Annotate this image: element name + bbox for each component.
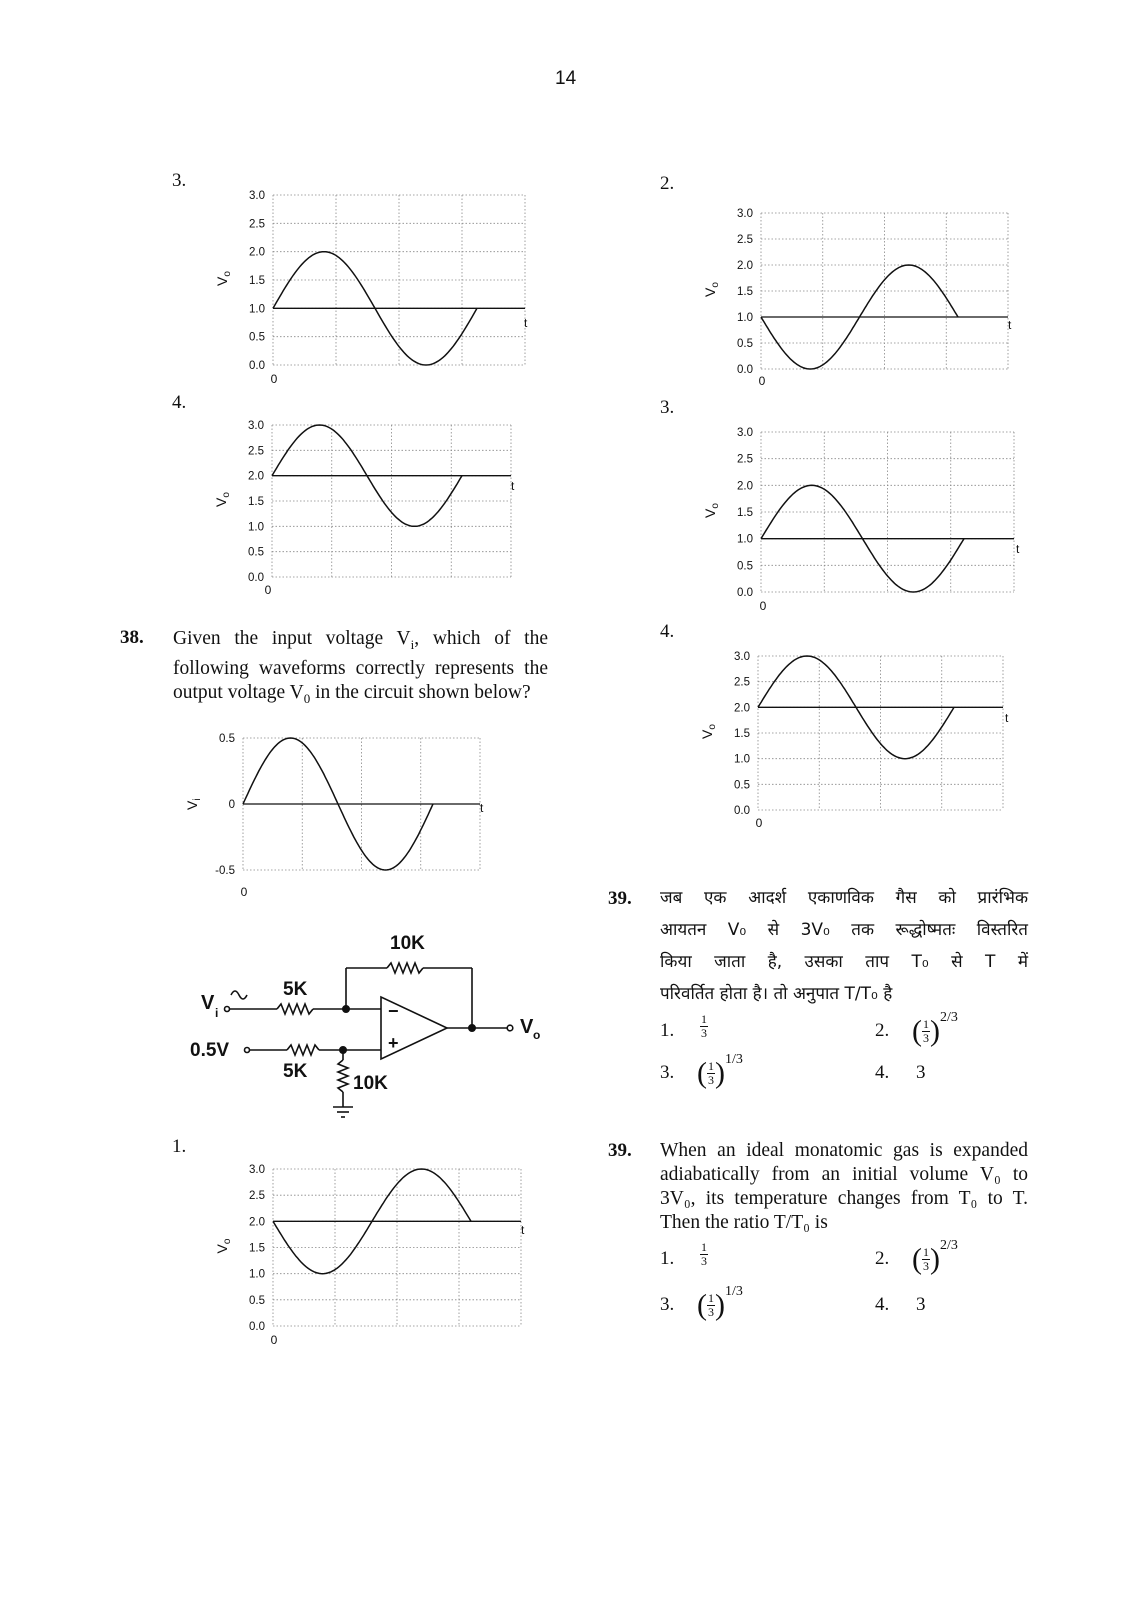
y-tick-label: 2.0 [248,470,264,483]
q38-option-1-label: 1. [172,1136,187,1157]
y-tick-label: 2.0 [737,480,753,493]
q39-hindi-opt3-value: ( $\frac{1}{3}$ )1/3 [697,1052,743,1090]
y-axis-label: $V_o$ [699,724,718,739]
ground-resistor-label: 10K [353,1073,388,1094]
y-tick-label: 2.5 [734,676,750,689]
resistor-10k-ground [338,1060,348,1092]
q39-english-opt4-value: 3 [916,1294,926,1315]
x-axis-label: t [511,479,515,493]
y-tick-label: 0.0 [248,572,264,584]
y-tick-label: 3.0 [249,1164,265,1176]
y-tick-label: 0 [228,799,235,811]
origin-label: 0 [270,1333,278,1347]
y-axis-label-sub: i [192,798,203,801]
y-tick-label: 1.5 [249,275,265,287]
y-tick-label: 2.5 [249,218,265,231]
y-axis-label-sub: o [710,503,721,509]
resistor-10k-feedback [387,963,423,973]
prev-option-4-chart [200,408,540,608]
y-tick-label: 1.0 [737,312,753,324]
x-axis-label: t [1005,711,1009,725]
vo-terminal [507,1025,513,1031]
input-voltage-chart [175,720,495,910]
q39-english-opt4-label: 4. [875,1294,890,1315]
q39-hindi-opt1-label: 1. [660,1020,675,1041]
y-tick-label: 1.5 [737,286,753,298]
y-tick-label: 0.0 [249,360,265,372]
prev-option-3-label: 3. [172,170,187,191]
y-tick-label: 0.5 [248,546,264,559]
y-tick-label: 2.5 [248,445,264,458]
q38-option-4-label: 4. [660,621,675,642]
y-axis-label: $V_o$ [214,1238,233,1254]
q38-option-3-chart [688,417,1028,617]
q39-hindi-opt4-value: 3 [916,1062,926,1083]
y-tick-label: 0.0 [737,364,753,376]
ac-source-icon [231,991,247,999]
q39-hindi-opt1-value: $\frac{1}{3}$ [701,1012,707,1040]
vo-label-sub: o [533,1028,541,1042]
prev-option-3-chart [200,185,540,400]
x-axis-label: t [1008,318,1012,332]
y-tick-label: 1.5 [248,496,264,508]
y-tick-label: 1.5 [249,1242,265,1255]
q38-text: Given the input voltage $V_i$, which of the following waveforms correctly represents the output voltage $V_0$ in the circuit shown below? [173,628,548,706]
y-tick-label: 0.0 [734,805,750,817]
y-tick-label: 2.5 [737,234,753,246]
ref-resistor-label: 5K [283,1061,308,1082]
vi-label-sub: i [215,1006,219,1020]
resistor-5k-top [277,1004,313,1014]
x-axis-label: t [524,316,528,330]
feedback-resistor-label: 10K [390,933,425,954]
origin-label: 0 [270,372,278,386]
q39-hindi-opt2-label: 2. [875,1020,890,1041]
page-number: 14 [555,68,577,89]
q39-hindi-opt4-label: 4. [875,1062,890,1083]
y-axis-label: $V_i$ [184,798,203,810]
y-axis-label-sub: o [222,271,233,277]
y-tick-label: 0.5 [737,338,753,350]
q38-option-2-label: 2. [660,173,675,194]
origin-label: 0 [240,885,248,899]
q38-option-1-chart [200,1152,540,1352]
y-tick-label: 3.0 [737,208,753,220]
y-tick-label: 2.5 [737,453,753,466]
junction-output [469,1025,475,1031]
y-tick-label: 2.0 [737,260,753,272]
q39-hindi-number: 39. [608,888,632,909]
origin-label: 0 [759,599,767,613]
y-tick-label: 0.5 [219,733,235,745]
y-tick-label: 2.0 [734,702,750,715]
x-axis-label: t [1016,542,1020,556]
q38-option-3-label: 3. [660,397,675,418]
y-tick-label: 3.0 [248,420,264,432]
y-tick-label: 1.0 [248,521,264,534]
prev-option-4-label: 4. [172,392,187,413]
y-tick-label: 0.5 [734,779,750,792]
q39-english-text: When an ideal monatomic gas is expanded adiabatically from an initial volume V₀ to 3V₀, its temperature changes from T₀ to T. Then the ratio T/T₀ is [660,1140,1028,1233]
y-tick-label: 3.0 [737,427,753,439]
x-axis-label: t [480,801,484,815]
q39-hindi-opt3-label: 3. [660,1062,675,1083]
y-tick-label: 0.0 [249,1321,265,1333]
q39-english-opt3-label: 3. [660,1294,675,1315]
op-amp-circuit [185,925,555,1130]
x-axis-label: t [521,1223,525,1237]
y-axis-label: $V_o$ [702,503,721,518]
q39-english-opt2-value: ( $\frac{1}{3}$ )2/3 [912,1238,958,1276]
y-axis-label-sub: o [221,492,232,498]
ref-terminal [245,1048,250,1053]
q39-english-opt2-label: 2. [875,1248,890,1269]
y-tick-label: 0.0 [737,587,753,599]
vi-terminal [225,1007,230,1012]
resistor-5k-bottom [287,1045,319,1055]
q39-english-opt1-value: $\frac{1}{3}$ [701,1240,707,1268]
vo-label: V [520,1016,534,1038]
q39-english-number: 39. [608,1140,632,1161]
y-tick-label: 1.0 [249,1268,265,1281]
y-tick-label: 2.0 [249,246,265,259]
y-tick-label: 1.0 [737,533,753,546]
y-tick-label: 1.0 [734,753,750,766]
minus-sign: − [388,1001,399,1021]
y-axis-label: $V_o$ [702,282,721,297]
y-tick-label: 2.5 [249,1190,265,1203]
origin-label: 0 [264,583,272,597]
y-axis-label: $V_o$ [214,271,233,286]
y-axis-label: $V_o$ [213,492,232,507]
ref-voltage-label: 0.5V [190,1040,230,1061]
y-axis-label-sub: o [707,724,718,730]
plus-sign: + [388,1033,399,1053]
y-tick-label: 1.5 [734,728,750,740]
q38-option-2-chart [688,195,1028,395]
y-axis-label-sub: o [710,282,721,288]
q39-hindi-opt2-value: ( $\frac{1}{3}$ )2/3 [912,1010,958,1048]
y-tick-label: 0.5 [249,331,265,344]
q39-hindi-text: जब एक आदर्श एकाणविक गैस को प्रारंभिक आयतन V₀ से 3V₀ तक रूद्धोष्मतः विस्तरित किया जाता है, उसका ताप T₀ से T में परिवर्तित होता है। तो अनुपात T/T₀ है [660,888,1028,1004]
y-tick-label: 0.5 [737,560,753,573]
vi-label: V [201,992,215,1014]
q38-number: 38. [120,627,144,648]
q39-english-opt3-value: ( $\frac{1}{3}$ )1/3 [697,1284,743,1322]
y-tick-label: 3.0 [734,651,750,663]
origin-label: 0 [758,374,766,388]
y-tick-label: 2.0 [249,1216,265,1229]
q38-option-4-chart [688,642,1028,842]
input-resistor-label: 5K [283,979,308,1000]
origin-label: 0 [755,816,763,830]
y-tick-label: 0.5 [249,1294,265,1307]
y-tick-label: 1.5 [737,507,753,519]
q39-english-opt1-label: 1. [660,1248,675,1269]
y-tick-label: 1.0 [249,303,265,316]
y-axis-label-sub: o [222,1238,233,1245]
y-tick-label: 3.0 [249,190,265,202]
y-tick-label: -0.5 [215,865,235,877]
